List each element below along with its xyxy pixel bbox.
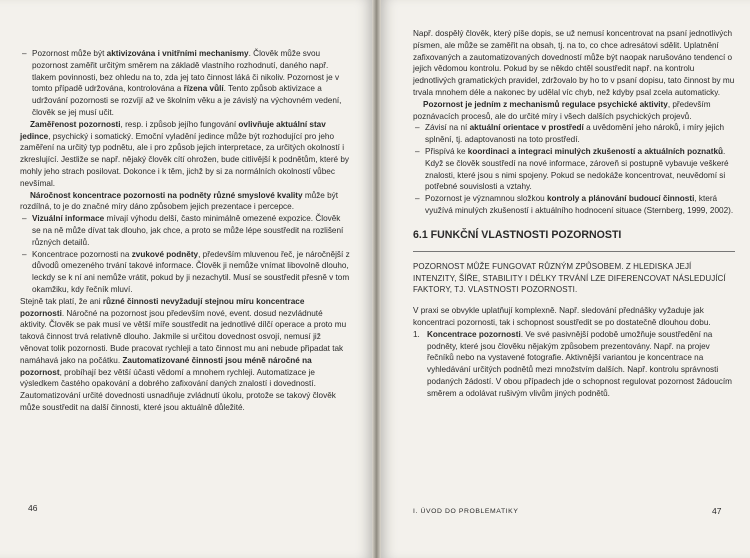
paragraph [413, 99, 735, 123]
left-page [0, 0, 372, 558]
bold-term: Vizuální informace [32, 214, 105, 224]
dash-marker: – [22, 249, 27, 259]
text-run: , resp. i způsob jejího fungování [120, 119, 239, 129]
dash-marker: – [22, 49, 27, 58]
bold-term: aktuální orientace v prostředí [469, 123, 584, 133]
text-run: . Ve své pasivnější podobě umožňuje soustředění na podněty, které jsou člověku nějakým způsobem prezentovány. Např. na projev řečníků nebo na vystavené fotografie. Aktivnější variantou je koncentrace na vyhledávání určitých podnětů mezi množstvím dalších. Např. kontrolu správnosti podaných žádostí. V obou případech jde o schopnost regulovat pozornost žádoucím směrem a odolávat rušivým vlivům jiných podnětů. [427, 329, 732, 398]
dash-list-item [413, 193, 735, 217]
dash-marker: – [22, 214, 27, 224]
bold-term: Koncentrace pozornosti [427, 329, 521, 339]
section-heading: 6.1 FUNKČNÍ VLASTNOSTI POZORNOSTI [413, 228, 622, 241]
text-run: Pozornost je významnou složkou [425, 194, 547, 204]
page-number-left: 46 [28, 503, 38, 513]
dash-marker: – [415, 123, 420, 133]
text-run: , především mluvenou řeč, je náročnější z důvodů omezeného trvání takové informace. Člověk ji nemůže vnímat libovolně dlouho, leckdy se k ní ani nemůže vrátit, pokud by ji nezachytil. Musí se soustředit přesně v tom okamžiku, kdy řečník mluví. [32, 249, 350, 294]
section-intro: POZORNOST MŮŽE FUNGOVAT RŮZNÝM ZPŮSOBEM. Z HLEDISKA JEJÍ INTENZITY, ŠÍŘE, STABILITY I DÉLKY TRVÁNÍ LZE DIFERENCOVAT NÁSLEDUJÍCÍ FAKTORY, TJ. VLASTNOSTI POZORNOSTI. [413, 261, 726, 295]
text-run: Pozornost může být [32, 49, 107, 58]
dash-list-item [20, 48, 350, 119]
bold-term: Zaměřenost pozornosti [30, 119, 121, 129]
running-head: I. ÚVOD DO PROBLEMATIKY [413, 508, 519, 515]
text-run: a uvědomění jeho nároků, i míry jejich splnění, tj. adaptovanosti na toto prostředí. [425, 123, 724, 145]
text-run: . Když se člověk soustředí na nové informace, zároveň si postupně vybavuje veškeré znalosti, které jsou s nimi spojeny. Pokud se nedokáže koncentrovat, neuvědomí si potřebné souvislosti a vztahy. [425, 146, 729, 192]
text-run: , probíhají bez větší účasti vědomí a mnohem rychleji. Automatizace je výsledkem častého opakování a dobrého zafixování daných znalostí i dovedností. Zautomatizování určité dovednosti usnadňuje zvládnutí úkolu, protože se takový člověk může soustředit na další činnosti, které jsou aktuálně důležité. [20, 367, 336, 412]
text-run: , která využívá minulých zkušeností i aktuálního hodnocení situace (Sternberg, 1999, 2002). [425, 194, 734, 215]
dash-list-item [413, 122, 735, 146]
numbered-list [413, 329, 735, 400]
text-run: , především poznávacích procesů, ale do určité míry i všech dalších psychických projevů. [413, 99, 711, 121]
text-run: . Náročné na pozornost jsou především nové, event. dosud nezvládnuté aktivity. Člověk se pak musí ve větší míře soustředit na jednotlivé dílčí operace a proto mu taková činnost trvá relativně dlouho. Jakmile si určitou dovednost osvojí, nemusí již věnovat tolik pozornosti. Bude pracovat rychleji a tato činnost mu ani nebude připadat tak namáhavá jako na počátku. [20, 308, 347, 365]
bold-term: různé činnosti nevyžadují stejnou míru koncentrace pozornosti [20, 296, 305, 318]
paragraph [20, 119, 350, 190]
numbered-list-item [413, 329, 735, 400]
text-run: může být rozdílná, to je do značné míry dáno způsobem jejich prezentace i percepce. [20, 190, 339, 212]
text-run: . Tento způsob aktivizace a udržování pozornosti se rozvíjí až ve školním věku a je závislý na výchovném vedení, člověk se jej musí učit. [32, 84, 342, 117]
dash-list-item [20, 213, 350, 248]
bold-term: zvukové podněty [131, 249, 199, 259]
right-page-body [413, 28, 735, 400]
bold-term: řízena vůlí [183, 84, 224, 94]
bold-term: kontroly a plánování budoucí činnosti [546, 194, 695, 204]
dash-marker: – [415, 194, 420, 204]
book-gutter [372, 0, 381, 558]
text-run: . Člověk může svou pozornost zaměřit určitým směrem na základě vlastního rozhodnutí, daného např. tlakem povinnosti, bez ohledu na to, zda jej tato činnost láká či nikoliv. Pozornost je v tomto případě udržována, kontrolována a [32, 49, 340, 94]
right-page [381, 0, 750, 558]
section-rule [413, 251, 735, 252]
dash-marker: – [415, 146, 420, 156]
dash-list-item [20, 249, 350, 296]
left-page-body [20, 48, 350, 414]
bold-term: Pozornost je jedním z mechanismů regulace psychické aktivity [423, 99, 668, 109]
bold-term: koordinaci a integraci minulých zkušeností a aktuálních poznatků [467, 146, 724, 156]
text-run: Závisí na ní [425, 123, 470, 133]
text-run: mívají výhodu delší, často minimálně omezené expozice. Člověk se na ně může dívat tak dlouho, jak chce, a proto se může lépe soustředit na rozlišení různých detailů. [32, 214, 344, 247]
bold-term: Zautomatizované činnosti jsou méně náročné na pozornost [20, 355, 312, 377]
text-run: Např. dospělý člověk, který píše dopis, se už nemusí koncentrovat na psaní jednotlivých písmen, ale může se zaměřit na obsah, tj. na to, co chce adresátovi sdělit. Uplatnění zafixovaných a zautomatizovaných dovedností může být naopak narušováno tendencí o jejich vědomou kontrolu. Pokud by se někdo chtěl soustředit např. na kontrolu jednotlivých gramatických pravidel, zdržovalo by ho to v psaní dopisu, tato činnost by mu trvala mnohem déle a nakonec by udělal víc chyb, než kdyby psal zcela automaticky. [413, 29, 735, 97]
page-number-right: 47 [712, 506, 722, 516]
text-run: Koncentrace pozornosti na [32, 249, 132, 259]
list-number: 1. [413, 329, 420, 339]
after-intro: V praxi se obvykle uplatňují komplexně. Např. sledování přednášky vyžaduje jak koncentraci pozornosti, tak i schopnost soustředit se po dostatečně dlouhou dobu. [413, 306, 711, 327]
paragraph [20, 296, 350, 414]
bold-term: Náročnost koncentrace pozornosti na podněty různé smyslové kvality [30, 190, 303, 200]
bold-term: ovlivňuje aktuální stav jedince [20, 119, 326, 141]
bold-term: aktivizována i vnitřními mechanismy [106, 49, 249, 58]
text-run: , psychický i somatický. Emoční vyladění jedince může být rozhodující pro jeho zaměření na určitý typ podnětu, ale i pro způsob jejich interpretace, za určitých okolností i zkreslující. Jestliže se např. nějaký člověk cítí ohrožen, bude citlivější k podnětům, které by mohly jeho strach posilovat. Dokonce i k těm, jichž by si za normálních okolností vůbec nevšímal. [20, 131, 350, 188]
paragraph [413, 28, 735, 99]
right-top-text [413, 28, 735, 217]
text-run: Přispívá ke [425, 146, 468, 156]
dash-list-item [413, 146, 735, 193]
paragraph [20, 190, 350, 214]
text-run: Stejně tak platí, že ani [20, 296, 103, 306]
